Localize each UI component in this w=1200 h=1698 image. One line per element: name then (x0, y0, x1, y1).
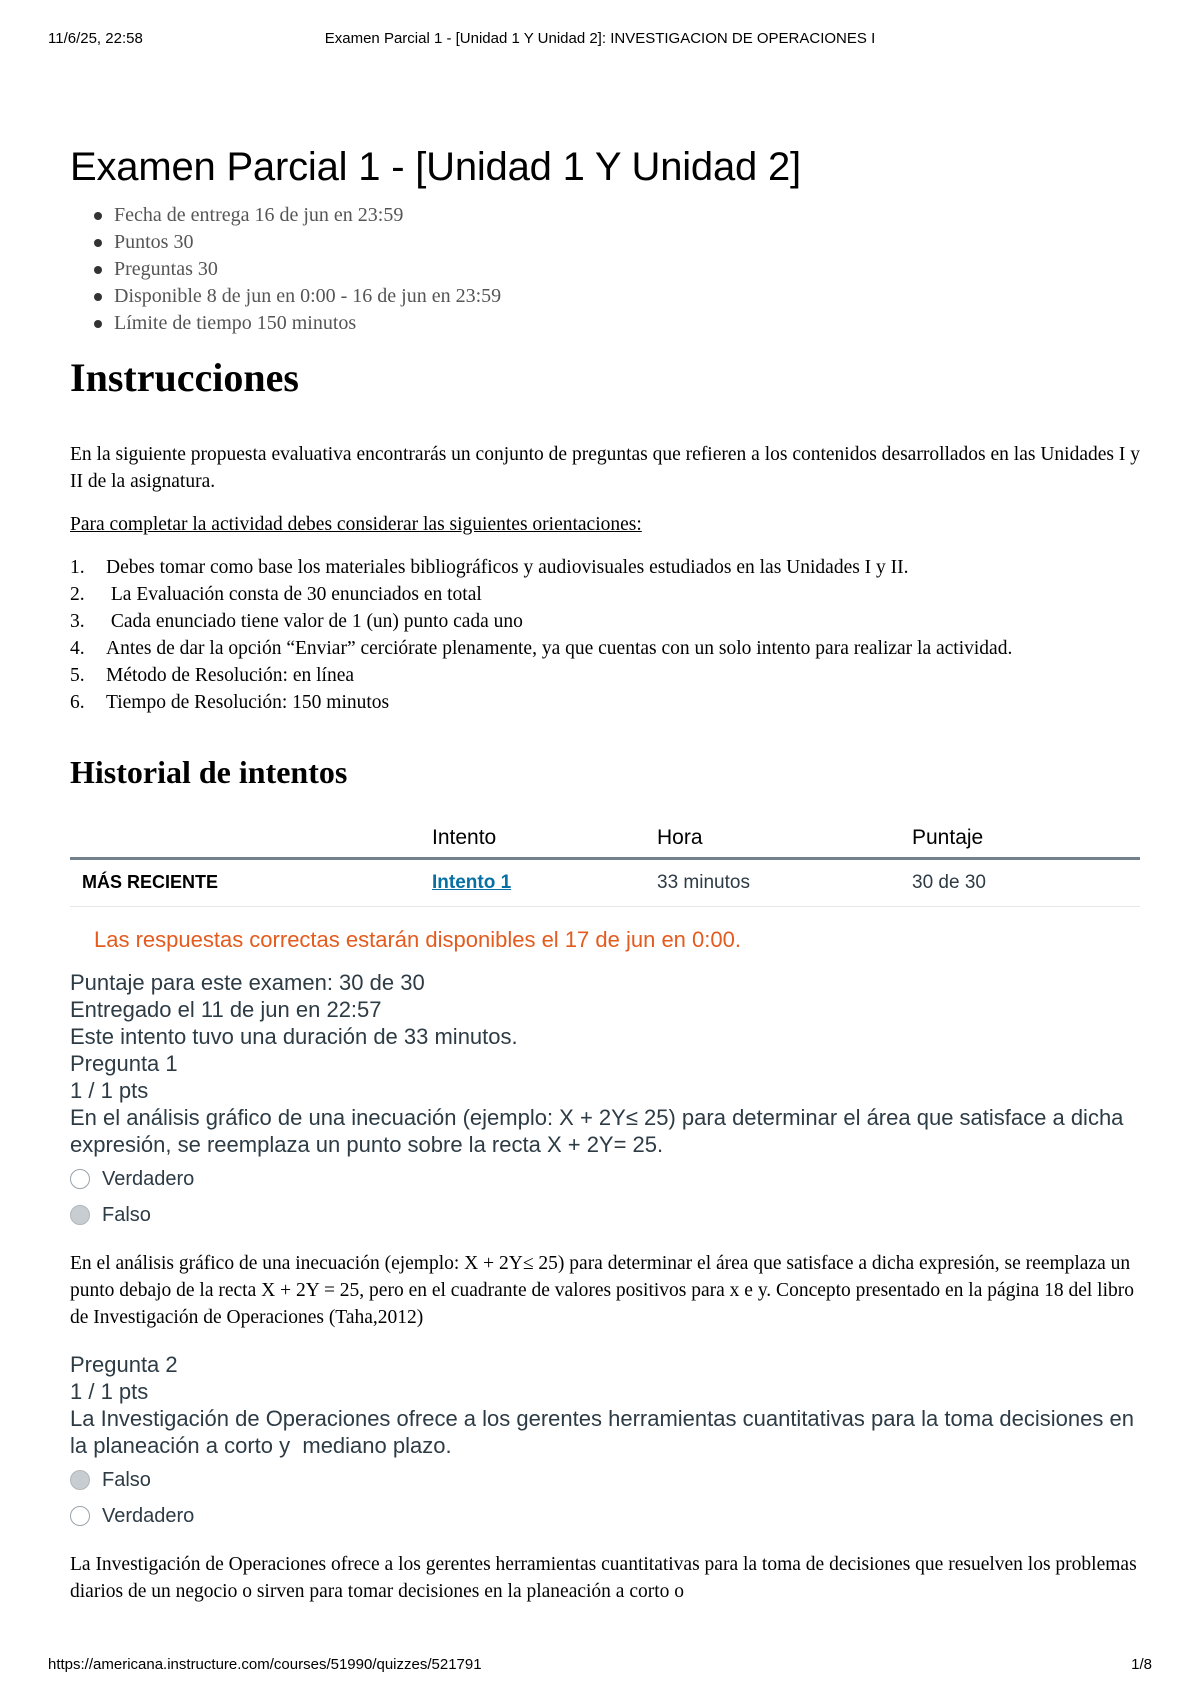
attempt-duration: Este intento tuvo una duración de 33 minutos. (70, 1023, 518, 1049)
detail-points: Puntos 30 (92, 229, 1140, 256)
answers-availability-notice: Las respuestas correctas estarán disponibles el 17 de jun en 0:00. (94, 926, 741, 952)
answer-label: Verdadero (102, 1167, 195, 1190)
print-footer (48, 1656, 1152, 1680)
question-points: 1 / 1 pts (70, 1378, 149, 1404)
instruction-item: 1. Debes tomar como base los materiales bibliográficos y audiovisuales estudiados en las Unidades I y II. (70, 557, 909, 578)
detail-due-date: Fecha de entrega 16 de jun en 23:59 (92, 202, 1140, 229)
detail-available: Disponible 8 de jun en 0:00 - 16 de jun en 23:59 (92, 283, 1140, 310)
page-number: 1/8 (1131, 1656, 1152, 1673)
radio-button-selected[interactable] (70, 1470, 90, 1490)
print-header (48, 30, 1152, 54)
attempt-link[interactable]: Intento 1 (432, 871, 512, 893)
instruction-item: 3. Cada enunciado tiene valor de 1 (un) punto cada uno (70, 611, 523, 632)
instructions-list (70, 554, 1140, 716)
question-1 (70, 1050, 1140, 1331)
question-explanation: La Investigación de Operaciones ofrece a los gerentes herramientas cuantitativas para la toma de decisiones que resuelven los problemas diarios de un negocio o sirven para tomar decisiones en la planeación a corto o (70, 1553, 1137, 1602)
submitted-date: Entregado el 11 de jun en 22:57 (70, 996, 382, 1022)
question-label: Pregunta 1 (70, 1050, 178, 1076)
attempt-cell (420, 858, 645, 906)
score-cell: 30 de 30 (900, 858, 1140, 906)
question-text: En el análisis gráfico de una inecuación (ejemplo: X + 2Y≤ 25) para determinar el área que satisface a dicha expresión, se reemplaza un punto sobre la recta X + 2Y= 25. (70, 1104, 1124, 1157)
attempt-history-table (70, 820, 1140, 907)
instructions-heading: Instrucciones (70, 355, 299, 400)
time-cell: 33 minutos (645, 858, 900, 906)
column-header-empty (70, 820, 420, 858)
print-datetime: 11/6/25, 22:58 (48, 30, 143, 47)
instruction-item: 2. La Evaluación consta de 30 enunciados en total (70, 584, 482, 605)
detail-questions: Preguntas 30 (92, 256, 1140, 283)
answer-option[interactable] (70, 1465, 1140, 1495)
question-2 (70, 1351, 1140, 1605)
instructions-intro: En la siguiente propuesta evaluativa encontrarás un conjunto de preguntas que refieren a los contenidos desarrollados en las Unidades I y II de la asignatura. (70, 444, 1140, 492)
answer-option[interactable] (70, 1200, 1140, 1230)
radio-button[interactable] (70, 1506, 90, 1526)
quiz-content (70, 140, 1140, 1605)
answer-label: Falso (102, 1203, 151, 1226)
quiz-title: Examen Parcial 1 - [Unidad 1 Y Unidad 2] (70, 145, 801, 189)
quiz-details-list (92, 202, 1140, 337)
radio-button[interactable] (70, 1169, 90, 1189)
question-explanation: En el análisis gráfico de una inecuación (ejemplo: X + 2Y≤ 25) para determinar el área que satisface a dicha expresión, se reemplaza un punto debajo de la recta X + 2Y = 25, pero en el cuadrante de valores positivos para x e y. Concepto presentado en la página 18 del libro de Investigación de Operaciones (Taha,2012) (70, 1252, 1134, 1328)
answer-label: Falso (102, 1468, 151, 1491)
table-row (70, 858, 1140, 906)
question-points: 1 / 1 pts (70, 1077, 149, 1103)
answer-label: Verdadero (102, 1504, 195, 1527)
attempt-history-heading: Historial de intentos (70, 754, 348, 790)
column-header-attempt: Intento (420, 820, 645, 858)
print-document-title: Examen Parcial 1 - [Unidad 1 Y Unidad 2]: INVESTIGACION DE OPERACIONES I (324, 30, 876, 47)
most-recent-label: MÁS RECIENTE (70, 858, 420, 906)
question-text: La Investigación de Operaciones ofrece a los gerentes herramientas cuantitativas para la toma decisiones en la planeación a corto y mediano plazo. (70, 1405, 1141, 1458)
instructions-subheading: Para completar la actividad debes considerar las siguientes orientaciones: (70, 514, 642, 535)
radio-button-selected[interactable] (70, 1205, 90, 1225)
exam-score: Puntaje para este examen: 30 de 30 (70, 969, 425, 995)
attempt-summary (70, 969, 1140, 1050)
print-url: https://americana.instructure.com/courses/51990/quizzes/521791 (48, 1656, 482, 1673)
column-header-time: Hora (645, 820, 900, 858)
question-label: Pregunta 2 (70, 1351, 178, 1377)
column-header-score: Puntaje (900, 820, 1140, 858)
instruction-item: 5. Método de Resolución: en línea (70, 665, 355, 686)
instruction-item: 6. Tiempo de Resolución: 150 minutos (70, 692, 390, 713)
instruction-item: 4. Antes de dar la opción “Enviar” cerciórate plenamente, ya que cuentas con un solo intento para realizar la actividad. (70, 638, 1013, 659)
answer-option[interactable] (70, 1164, 1140, 1194)
answer-option[interactable] (70, 1501, 1140, 1531)
detail-time-limit: Límite de tiempo 150 minutos (92, 310, 1140, 337)
table-header-row (70, 820, 1140, 858)
